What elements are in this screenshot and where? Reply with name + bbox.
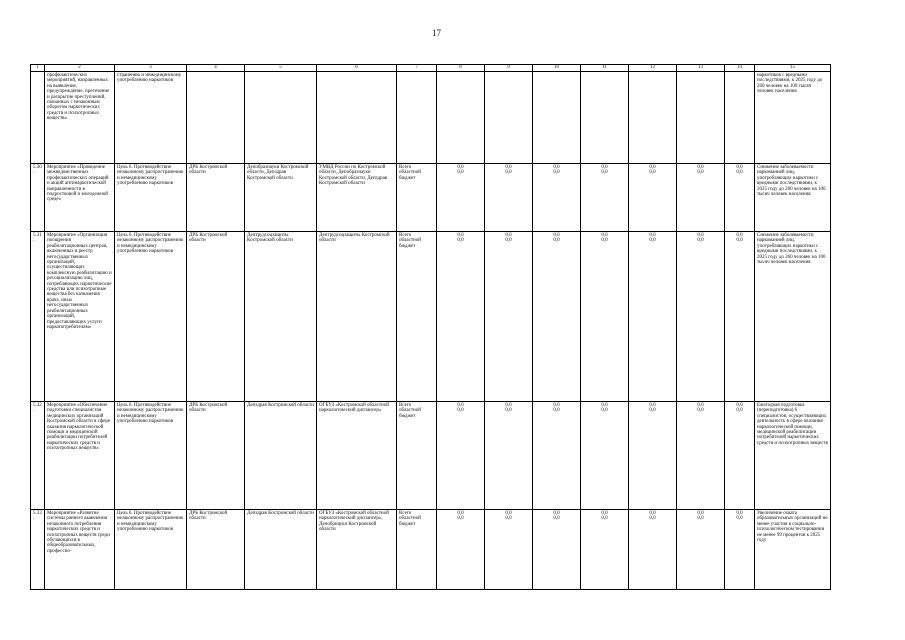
value-col-10 — [533, 72, 581, 164]
responsible-executor: ДРБ Костромской области — [187, 164, 245, 232]
table-row — [31, 510, 831, 590]
value-col-13: 0,0 0,0 — [677, 402, 725, 510]
participant: ОГБУЗ «Костромской областной наркологический диспансер» — [317, 402, 397, 510]
responsible-executor: ДРБ Костромской области — [187, 402, 245, 510]
value-col-14: 0,0 0,0 — [725, 402, 755, 510]
column-number: 2 — [45, 65, 115, 72]
value-col-12: 0,0 0,0 — [629, 164, 677, 232]
value-col-9: 0,0 0,0 — [485, 510, 533, 590]
activity-goal: Цель 6. Противодействие незаконному распространению и немедицинскому употреблению наркотиков — [115, 510, 187, 590]
activity-name: Мероприятие «Организация поощрения реабилитационных центров, включенных в реестр негосударственных организаций, осуществляющих комплексную реабилитацию и ресоциализацию лиц, потребляющих наркотические средства или психотропные вещества без назначения врача, иных негосударственных реабилитационных организаций, предоставляющих услуги наркопотребителям» — [45, 232, 115, 402]
column-number: 7 — [397, 65, 437, 72]
value-col-13: 0,0 0,0 — [677, 164, 725, 232]
activity-goal: Цель 6. Противодействие незаконному распространению и немедицинскому употреблению наркотиков — [115, 164, 187, 232]
co-executor: Депобразнауки Костромской области, Депздрав Костромской области — [245, 164, 317, 232]
column-number: 8 — [437, 65, 485, 72]
value-col-12 — [629, 72, 677, 164]
table-row — [31, 232, 831, 402]
participant: ОГБУЗ «Костромской областной наркологический диспансер», Депобрнауки Костромской области — [317, 510, 397, 590]
activity-name: Мероприятие «Обеспечение подготовки специалистов медицинских организаций Костромской области в сфере оказания наркологической помощи и медицинской реабилитации потребителей наркотических средств и психотропных веществ» — [45, 402, 115, 510]
column-number-row — [31, 65, 831, 72]
column-number: 5 — [245, 65, 317, 72]
column-number: 13 — [677, 65, 725, 72]
co-executor — [245, 72, 317, 164]
value-col-11 — [581, 72, 629, 164]
expected-result: наркотиков с вредными последствиями, к 2025 году до 260 человек на 100 тысяч человек населения — [755, 72, 831, 164]
column-number: 6 — [317, 65, 397, 72]
row-number: 5.33. — [31, 510, 45, 590]
value-col-13: 0,0 0,0 — [677, 232, 725, 402]
funding-source: Всего областной бюджет — [397, 510, 437, 590]
value-col-9: 0,0 0,0 — [485, 164, 533, 232]
column-number: 1 — [31, 65, 45, 72]
value-col-10: 0,0 0,0 — [533, 402, 581, 510]
table-row — [31, 164, 831, 232]
column-number: 14 — [725, 65, 755, 72]
value-col-8: 0,0 0,0 — [437, 402, 485, 510]
column-number: 12 — [629, 65, 677, 72]
row-number: 5.30. — [31, 164, 45, 232]
table-row — [31, 72, 831, 164]
value-col-8: 0,0 0,0 — [437, 510, 485, 590]
value-col-11: 0,0 0,0 — [581, 402, 629, 510]
value-col-14 — [725, 72, 755, 164]
column-number: 15 — [755, 65, 831, 72]
value-col-13: 0,0 0,0 — [677, 510, 725, 590]
value-col-14: 0,0 0,0 — [725, 232, 755, 402]
value-col-14: 0,0 0,0 — [725, 164, 755, 232]
value-col-14: 0,0 0,0 — [725, 510, 755, 590]
program-table — [30, 64, 831, 590]
value-col-12: 0,0 0,0 — [629, 402, 677, 510]
participant: УМВД России по Костромской области, Депобразнауки Костромской области, Депздрав Костромской области — [317, 164, 397, 232]
participant — [317, 72, 397, 164]
activity-name: профилактических мероприятий, направленных на выявление, предупреждение, пресечение и раскрытие преступлений, связанных с незаконным оборотом наркотических средств и психотропных веществ» — [45, 72, 115, 164]
column-number: 4 — [187, 65, 245, 72]
activity-name: Мероприятие «Проведение межведомственных профилактических операций и акций антинаркотической направленности в подростковой и молодежной среде» — [45, 164, 115, 232]
column-number: 9 — [485, 65, 533, 72]
activity-name: Мероприятие «Развитие системы раннего выявления незаконного потребления наркотических средств и психотропных веществ среди обучающихся в общеобразовательных, профессио- — [45, 510, 115, 590]
value-col-13 — [677, 72, 725, 164]
table-row — [31, 402, 831, 510]
value-col-9: 0,0 0,0 — [485, 232, 533, 402]
participant: Дептрудсоцзащиты Костромской области — [317, 232, 397, 402]
value-col-10: 0,0 0,0 — [533, 510, 581, 590]
co-executor: Дептрудсоцзащиты Костромской области — [245, 232, 317, 402]
expected-result: Увеличение охвата образовательных организаций не менее участия в социально-психологическом тестировании не менее 99 процентов к 2025 году — [755, 510, 831, 590]
column-number: 3 — [115, 65, 187, 72]
value-col-8 — [437, 72, 485, 164]
value-col-8: 0,0 0,0 — [437, 164, 485, 232]
row-number: 5.32. — [31, 402, 45, 510]
funding-source: Всего областной бюджет — [397, 402, 437, 510]
value-col-10: 0,0 0,0 — [533, 164, 581, 232]
co-executor: Депздрав Костромской области — [245, 402, 317, 510]
value-col-11: 0,0 0,0 — [581, 510, 629, 590]
column-number: 11 — [581, 65, 629, 72]
value-col-10: 0,0 0,0 — [533, 232, 581, 402]
value-col-9: 0,0 0,0 — [485, 402, 533, 510]
expected-result: Снижение заболеваемости наркоманией лиц, употребляющих наркотики с вредными последствиями, к 2025 году до 260 человек на 100 тысяч человек населения — [755, 232, 831, 402]
responsible-executor — [187, 72, 245, 164]
value-col-9 — [485, 72, 533, 164]
value-col-12: 0,0 0,0 — [629, 510, 677, 590]
value-col-12: 0,0 0,0 — [629, 232, 677, 402]
expected-result: Ежегодная подготовка (переподготовка) 6 специалистов, осуществляющих деятельность в сфере оказания наркологической помощи, медицинской реабилитации потребителей наркотических средств и психотропных веществ — [755, 402, 831, 510]
page-number: 17 — [432, 28, 441, 38]
co-executor: Депздрав Костромской области — [245, 510, 317, 590]
row-number — [31, 72, 45, 164]
activity-goal: Цель 6. Противодействие незаконному распространению и немедицинскому употреблению наркотиков — [115, 232, 187, 402]
activity-goal: Цель 6. Противодействие незаконному распространению и немедицинскому употреблению наркотиков — [115, 402, 187, 510]
value-col-11: 0,0 0,0 — [581, 164, 629, 232]
responsible-executor: ДРБ Костромской области — [187, 232, 245, 402]
responsible-executor: ДРБ Костромской области — [187, 510, 245, 590]
value-col-11: 0,0 0,0 — [581, 232, 629, 402]
expected-result: Снижение заболеваемости наркоманией лиц, употребляющих наркотики с вредными последствиями, к 2025 году до 260 человек на 100 тысяч человек населения — [755, 164, 831, 232]
funding-source: Всего областной бюджет — [397, 164, 437, 232]
row-number: 5.31. — [31, 232, 45, 402]
column-number: 10 — [533, 65, 581, 72]
funding-source: Всего областной бюджет — [397, 232, 437, 402]
value-col-8: 0,0 0,0 — [437, 232, 485, 402]
funding-source — [397, 72, 437, 164]
activity-goal: странению и немедицинскому употреблению наркотиков — [115, 72, 187, 164]
